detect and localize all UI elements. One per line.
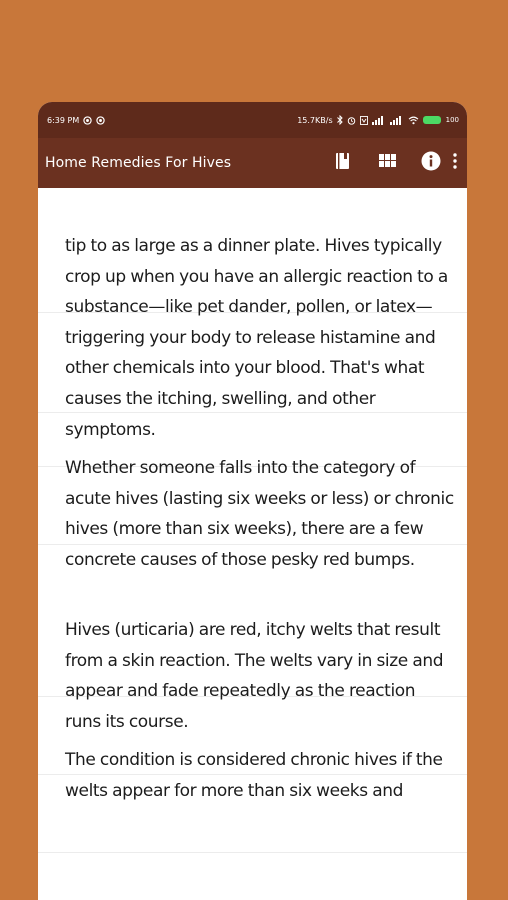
notification-icon xyxy=(83,116,92,125)
status-time: 6:39 PM xyxy=(47,115,80,125)
battery-level: 100 xyxy=(445,116,459,124)
battery-icon xyxy=(423,116,441,124)
grid-view-button[interactable] xyxy=(365,138,409,188)
status-right xyxy=(297,115,459,125)
app-title: Home Remedies For Hives xyxy=(45,155,232,171)
notification-icon xyxy=(96,116,105,125)
more-vert-icon xyxy=(453,153,457,174)
status-bar xyxy=(38,102,467,138)
overflow-menu-button[interactable] xyxy=(453,138,467,188)
phone-screen xyxy=(38,102,467,900)
toolbar-actions xyxy=(321,138,467,188)
paragraph: Whether someone falls into the category of acute hives (lasting six weeks or less) or chronic hives (more than six weeks), there are a few concrete causes of those pesky red bumps. xyxy=(65,458,454,570)
divider xyxy=(38,852,467,853)
app-toolbar xyxy=(38,138,467,188)
paragraph: tip to as large as a dinner plate. Hives typically crop up when you have an allergic reaction to a substance—like pet dander, pollen, or latex—triggering your body to release histamine and other chemicals into your blood. That's what causes the itching, swelling, and other symptoms. xyxy=(65,236,448,440)
bluetooth-icon xyxy=(337,115,343,125)
paragraph: Hives (urticaria) are red, itchy welts that result from a skin reaction. The welts vary in size and appear and fade repeatedly as the reaction runs its course. xyxy=(65,620,444,732)
status-left xyxy=(47,116,105,125)
info-icon xyxy=(421,151,441,176)
volte-icon xyxy=(360,116,368,125)
info-button[interactable] xyxy=(409,138,453,188)
book-icon xyxy=(335,152,351,175)
wifi-icon xyxy=(408,116,419,125)
grid-icon xyxy=(379,154,396,172)
paragraph: The condition is considered chronic hives if the welts appear for more than six weeks and xyxy=(65,750,443,801)
alarm-icon xyxy=(347,116,356,125)
article-content[interactable] xyxy=(38,188,467,900)
signal-icon xyxy=(390,116,404,125)
signal-icon xyxy=(372,116,386,125)
network-speed: 15.7KB/s xyxy=(297,115,333,125)
book-button[interactable] xyxy=(321,138,365,188)
